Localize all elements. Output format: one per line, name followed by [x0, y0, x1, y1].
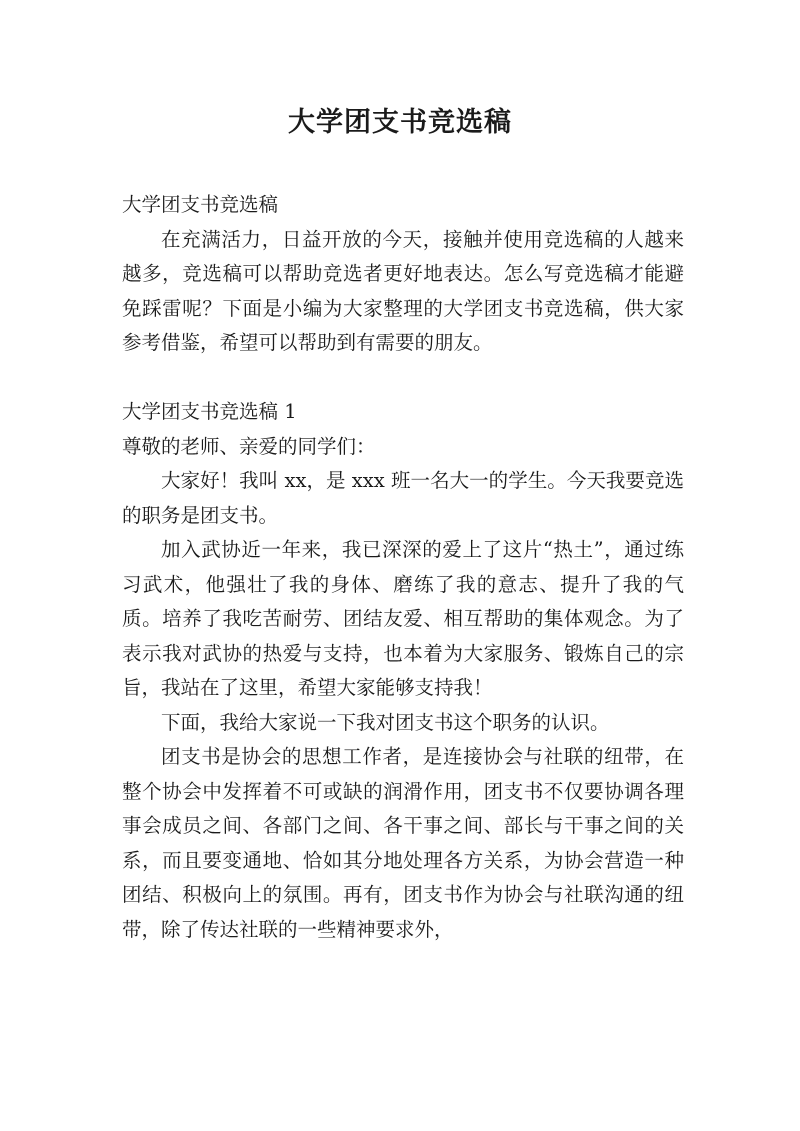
body-paragraph: 下面，我给大家说一下我对团支书这个职务的认识。	[161, 710, 610, 734]
document-body	[122, 188, 684, 947]
body-paragraph: 团支书是协会的思想工作者，是连接协会与社联的纽带，在整个协会中发挥着不可或缺的润滑作用，团支书不仅要协调各理事会成员之间、各部门之间、各干事之间、部长与干事之间的关系，而且要变通地、恰如其分地处理各方关系，为协会营造一种团结、积极向上的氛围。再有，团支书作为协会与社联沟通的纽带，除了传达社联的一些精神要求外，	[122, 745, 684, 941]
document-subtitle: 大学团支书竞选稿	[122, 193, 279, 216]
intro-paragraph: 在充满活力，日益开放的今天，接触并使用竞选稿的人越来越多，竞选稿可以帮助竞选者更好地表达。怎么写竞选稿才能避免踩雷呢？下面是小编为大家整理的大学团支书竞选稿，供大家参考借鉴，希望可以帮助到有需要的朋友。	[122, 227, 684, 354]
body-paragraph: 大家好！我叫 xx，是 xxx 班一名大一的学生。今天我要竞选的职务是团支书。	[122, 469, 684, 527]
paragraph-spacer	[122, 361, 684, 396]
section-heading: 大学团支书竞选稿 1	[122, 400, 297, 423]
document-title: 大学团支书竞选稿	[288, 107, 512, 138]
salutation: 尊敬的老师、亲爱的同学们：	[122, 434, 376, 458]
body-paragraph: 加入武协近一年来，我已深深的爱上了这片“热土”，通过练习武术，他强壮了我的身体、磨练了我的意志、提升了我的气质。培养了我吃苦耐劳、团结友爱、相互帮助的集体观念。为了表示我对武协的热爱与支持，也本着为大家服务、锻炼自己的宗旨，我站在了这里，希望大家能够支持我！	[122, 538, 684, 699]
